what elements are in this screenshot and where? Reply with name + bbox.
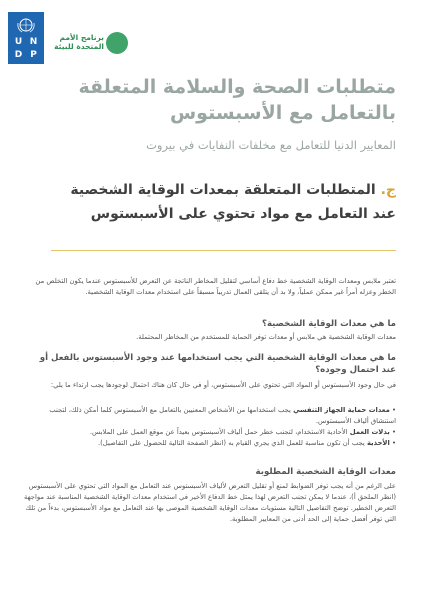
question-heading: معدات الوقاية الشخصية المطلوبة [255, 467, 396, 477]
unep-logo [50, 32, 130, 56]
section-heading [16, 178, 396, 226]
list-item: • بدلات العمل الأحادية الاستخدام، لتجنب خطر حمل ألياف الأسبستوس بعيداً عن موقع العمل على الملابس. [89, 428, 396, 436]
answer-paragraph: على الرغم من أنه يجب توفر الضوابط لمنع أو تقليل التعرض لألياف الأسبستوس عند التعامل مع المواد التي تحتوي على الأسبستوس (انظر الملحق أ)، عندما لا يمكن تجنب التعرض لهذا يمثل خط الدفاع الأخير في استخدام معدات الوقاية الشخصية المناسبة عند مواجهة التعرض الخطير. توضح التفاصيل التالية مستويات معدات الوقاية الشخصية الموصى بها عند التعامل مع مواد الأسبستوس، بدءاً من تلك التي توفر أفضل حماية إلى الحد أدنى من المعايير المطلوبة. [24, 482, 396, 523]
question-heading: ما هي معدات الوقاية الشخصية؟ [261, 319, 396, 329]
undp-letter: D [14, 50, 23, 60]
unep-name-line: المتحدة للبيئة [54, 42, 104, 51]
un-emblem-icon [16, 17, 36, 34]
undp-letters [11, 37, 41, 61]
section-heading-line: عند التعامل مع مواد تحتوي على الأسبستوس [90, 206, 396, 222]
bullet-text: يجب استخدامها من الأشخاص المعنيين بالتعامل مع الأسبستوس كلما أمكن ذلك، لتجنب استنشاق ألياف الأسبستوس. [49, 406, 396, 425]
intro-paragraph: تعتبر ملابس ومعدات الوقاية الشخصية خط دفاع أساسي لتقليل المخاطر الناتجة عن التعرض للأسبستوس عندما يكون التخلص من الخطر وعزله أمراً غير ممكن عملياً، ولا بد أن يتلقى العمال تدريباً مسبقاً على استخدام معدات الوقاية الشخصية. [35, 277, 396, 296]
section-letter: ج. [380, 182, 396, 198]
undp-logo [8, 12, 44, 64]
page-title-line: متطلبات الصحة والسلامة المتعلقة [78, 76, 396, 98]
section-title-text: المتطلبات المتعلقة بمعدات الوقاية الشخصية [70, 182, 376, 198]
page-title [16, 74, 396, 126]
unep-globe-icon [106, 32, 128, 54]
page-title-line: بالتعامل مع الأسبستوس [169, 102, 396, 124]
question-heading: ما هي معدات الوقاية الشخصية التي يجب استخدامها عند وجود الأسبستوس بالفعل أو عند احتمال وجوده؟ [39, 353, 396, 375]
unep-name [50, 33, 104, 51]
undp-letter: N [29, 37, 38, 47]
answer-paragraph: في حال وجود الأسبستوس أو المواد التي تحتوي على الأسبستوس، أو في حال كان هناك احتمال لوجودها يجب ارتداء ما يلي: [50, 381, 396, 389]
answer-paragraph: معدات الوقاية الشخصية هي ملابس أو معدات توفر الحماية للمستخدم من المخاطر المحتملة. [136, 333, 396, 341]
undp-letter: P [30, 50, 37, 60]
section-divider [51, 250, 396, 251]
bullet-text: الأحادية الاستخدام، لتجنب خطر حمل ألياف الأسبستوس بعيداً عن موقع العمل على الملابس. [89, 428, 350, 436]
bullet-term: بدلات العمل [349, 428, 390, 436]
header-logos [8, 12, 128, 68]
list-item: • الأحذية يجب أن تكون مناسبة للعمل الذي يجري القيام به (انظر الصفحة التالية للحصول على التفاصيل). [98, 439, 396, 447]
section-heading-line [16, 178, 396, 202]
page-subtitle: المعايير الدنيا للتعامل مع مخلفات النفايات في بيروت [146, 138, 396, 152]
undp-letter: U [14, 37, 23, 47]
bullet-term: الأحذية [366, 439, 390, 447]
bullet-list [24, 405, 396, 449]
bullet-term: معدات حماية الجهاز التنفسي [293, 406, 390, 414]
bullet-text: يجب أن تكون مناسبة للعمل الذي يجري القيام به (انظر الصفحة التالية للحصول على التفاصيل). [98, 439, 367, 447]
unep-name-line: برنامج الأمم [59, 33, 104, 42]
list-item: • معدات حماية الجهاز التنفسي يجب استخدامها من الأشخاص المعنيين بالتعامل مع الأسبستوس كلما أمكن ذلك، لتجنب استنشاق ألياف الأسبستوس. [49, 406, 396, 425]
